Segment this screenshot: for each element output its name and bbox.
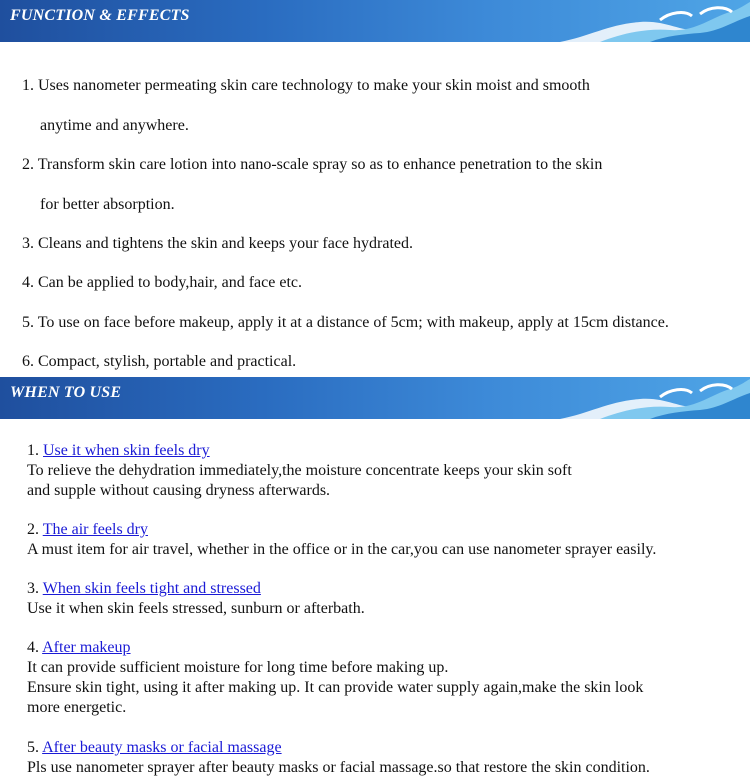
when-item-3 [27, 579, 747, 619]
function-effects-title: FUNCTION & EFFECTS [10, 7, 190, 24]
when-to-use-banner [0, 377, 750, 419]
when-item-2-heading [27, 520, 747, 540]
when-item-5-link[interactable]: After beauty masks or facial massage [42, 739, 282, 756]
function-item-5: 5. To use on face before makeup, apply it at a distance of 5cm; with makeup, apply at 15cm distance. [22, 314, 669, 331]
when-item-4-line-1: It can provide sufficient moisture for long time before making up. [27, 659, 449, 676]
function-item-3: 3. Cleans and tightens the skin and keeps your face hydrated. [22, 235, 413, 252]
when-item-2 [27, 520, 747, 560]
when-item-5 [27, 738, 747, 778]
when-item-1-link[interactable]: Use it when skin feels dry [43, 442, 210, 459]
when-item-3-number: 3. [27, 580, 39, 597]
function-item-1: 1. Uses nanometer permeating skin care technology to make your skin moist and smooth [22, 77, 590, 94]
when-item-4-line-2: Ensure skin tight, using it after making up. It can provide water supply again,make the skin look [27, 679, 644, 696]
when-item-5-number: 5. [27, 739, 39, 756]
when-item-1 [27, 441, 747, 501]
when-item-1-line-1: To relieve the dehydration immediately,the moisture concentrate keeps your skin soft [27, 462, 572, 479]
wave-decoration-icon [560, 0, 750, 42]
when-item-3-line-1: Use it when skin feels stressed, sunburn or afterbath. [27, 600, 365, 617]
when-item-2-line-1: A must item for air travel, whether in the office or in the car,you can use nanometer sprayer easily. [27, 541, 657, 558]
when-to-use-title: WHEN TO USE [10, 384, 122, 401]
function-item-1-cont: anytime and anywhere. [40, 117, 189, 134]
function-item-2: 2. Transform skin care lotion into nano-scale spray so as to enhance penetration to the skin [22, 156, 603, 173]
when-item-5-heading [27, 738, 747, 758]
when-item-4-line-3: more energetic. [27, 699, 127, 716]
when-item-4-number: 4. [27, 639, 39, 656]
function-effects-banner [0, 0, 750, 42]
when-item-4-heading [27, 638, 747, 658]
function-item-4: 4. Can be applied to body,hair, and face etc. [22, 274, 302, 291]
function-item-2-cont: for better absorption. [40, 196, 175, 213]
when-item-1-heading [27, 441, 747, 461]
when-item-5-line-1: Pls use nanometer sprayer after beauty masks or facial massage.so that restore the skin condition. [27, 759, 650, 776]
when-item-2-number: 2. [27, 521, 39, 538]
when-item-1-line-2: and supple without causing dryness afterwards. [27, 482, 331, 499]
wave-decoration-icon [560, 377, 750, 419]
when-item-3-heading [27, 579, 747, 599]
when-item-2-link[interactable]: The air feels dry [42, 521, 148, 538]
when-item-4 [27, 638, 747, 718]
function-item-6: 6. Compact, stylish, portable and practical. [22, 353, 297, 370]
when-item-1-number: 1. [27, 442, 39, 459]
when-item-4-link[interactable]: After makeup [42, 639, 131, 656]
when-item-3-link[interactable]: When skin feels tight and stressed [42, 580, 261, 597]
